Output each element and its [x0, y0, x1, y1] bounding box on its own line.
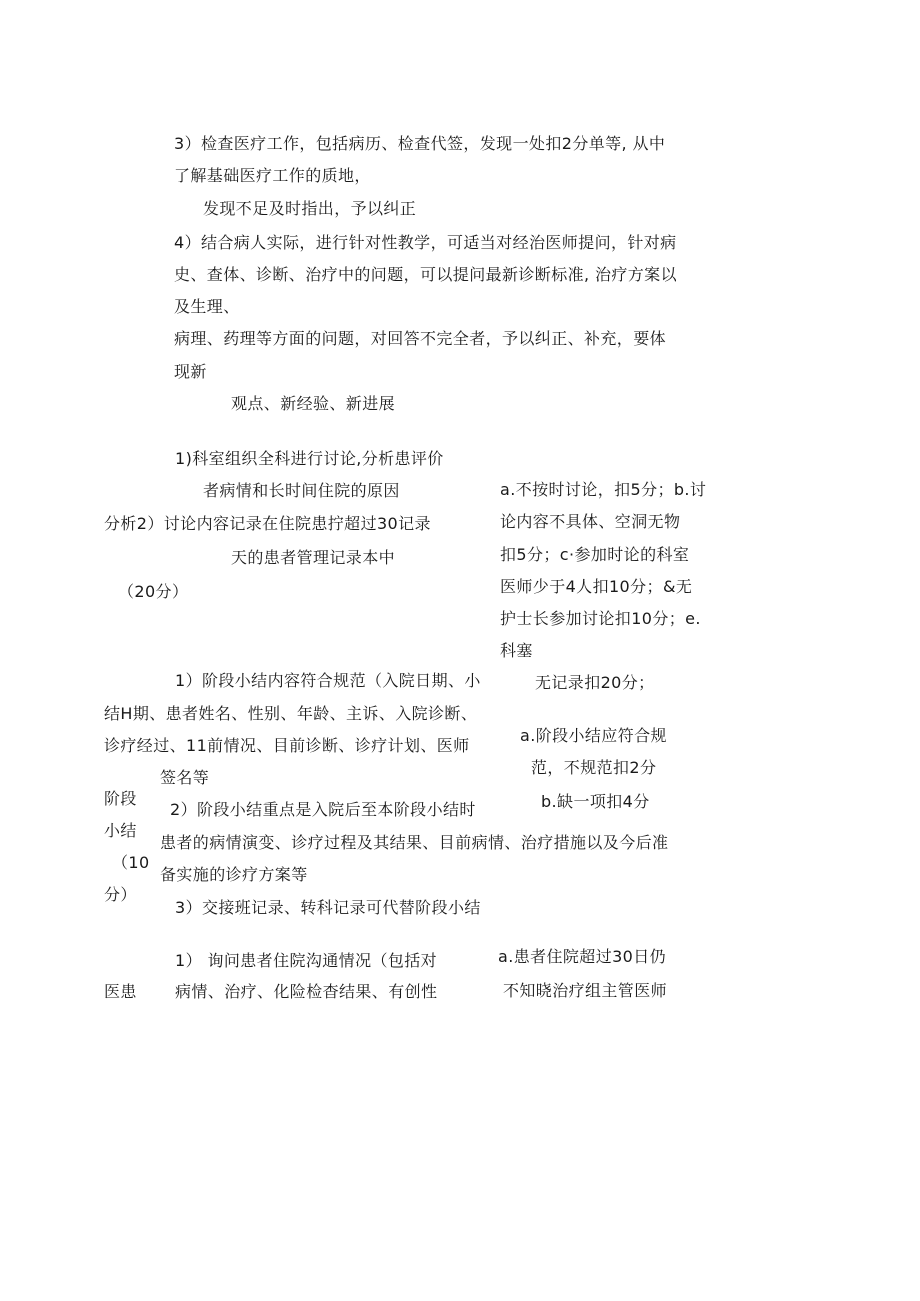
stage-content-line4: 签名等	[160, 768, 210, 787]
doctor-patient-label-line1: 医患	[104, 982, 137, 1001]
item4-line1: 4）结合病人实际，进行针对性教学，可适当对经治医师提问，针对病	[174, 233, 677, 252]
analysis-deduction-line2: 论内容不具体、空洞无物	[500, 512, 681, 531]
doctor-patient-content-line2: 病情、治疗、化险检杳结果、有创性	[175, 982, 438, 1001]
analysis-deduction-line7: 无记录扣20分；	[535, 673, 655, 692]
item4-line2: 史、查体、诊断、治疗中的问题，可以提问最新诊断标准, 治疗方案以	[174, 265, 677, 284]
analysis-deduction-line6: 科塞	[500, 641, 533, 660]
analysis-content-line3: 天的患者管理记录本中	[231, 548, 396, 567]
stage-deduction-line2: 范，不规范扣2分	[531, 758, 657, 777]
item4-line5: 现新	[174, 362, 207, 381]
stage-label-line4: 分）	[104, 885, 137, 904]
item4-line4: 病理、药理等方面的问题，对回答不完全者，予以纠正、补充，要体	[174, 329, 667, 348]
doctor-patient-deduction-line2: 不知晓治疗组主管医师	[503, 981, 668, 1000]
item4-line3: 及生理、	[174, 297, 240, 316]
stage-content-line1: 1）阶段小结内容符合规范（入院日期、小	[175, 671, 481, 690]
stage-content-line7: 备实施的诊疗方案等	[160, 865, 308, 884]
item4-line6: 观点、新经验、新进展	[231, 394, 396, 413]
stage-content-line6: 患者的病情演变、诊疗过程及其结果、目前病情、治疗措施以及今后准	[160, 833, 669, 852]
analysis-label-score: （20分）	[118, 582, 189, 601]
stage-content-line3: 诊疗经过、11前情况、目前诊断、诊疗计划、医师	[104, 736, 470, 755]
item3-line2: 了解基础医疗工作的质地，	[174, 166, 371, 185]
item3-line1: 3）检查医疗工作，包括病历、检查代签，发现一处扣2分单等, 从中	[174, 134, 666, 153]
stage-content-line5: 2）阶段小结重点是入院后至本阶段小结时	[170, 800, 476, 819]
analysis-deduction-line3: 扣5分；c·参加时论的科室	[500, 545, 690, 564]
item3-line3: 发现不足及时指出，予以纠正	[203, 199, 417, 218]
stage-label-line3: （10	[112, 853, 150, 872]
doctor-patient-deduction-line1: a.患者住院超过30日仍	[498, 947, 667, 966]
analysis-deduction-line1: a.不按时讨论，扣5分；b.讨	[500, 480, 707, 499]
stage-content-line8: 3）交接班记录、转科记录可代替阶段小结	[175, 898, 481, 917]
stage-label-line1: 阶段	[104, 789, 137, 808]
stage-content-line2: 结H期、患者姓名、性别、年龄、主诉、入院诊断、	[104, 704, 478, 723]
analysis-content-line1: 1)科室组织全科进行讨论,分析患评价	[175, 449, 444, 468]
analysis-label-line1: 分析2）讨论内容记录在住院患拧超过30记录	[104, 514, 431, 533]
stage-deduction-line3: b.缺一项扣4分	[541, 792, 650, 811]
doctor-patient-content-line1: 1） 询问患者住院沟通情况（包括对	[175, 951, 438, 970]
stage-label-line2: 小结	[104, 821, 137, 840]
analysis-content-line2: 者病情和长时间住院的原因	[203, 481, 400, 500]
analysis-deduction-line5: 护士长参加讨论扣10分；e.	[500, 609, 701, 628]
stage-deduction-line1: a.阶段小结应符合规	[520, 726, 667, 745]
analysis-deduction-line4: 医师少于4人扣10分；&无	[500, 577, 693, 596]
